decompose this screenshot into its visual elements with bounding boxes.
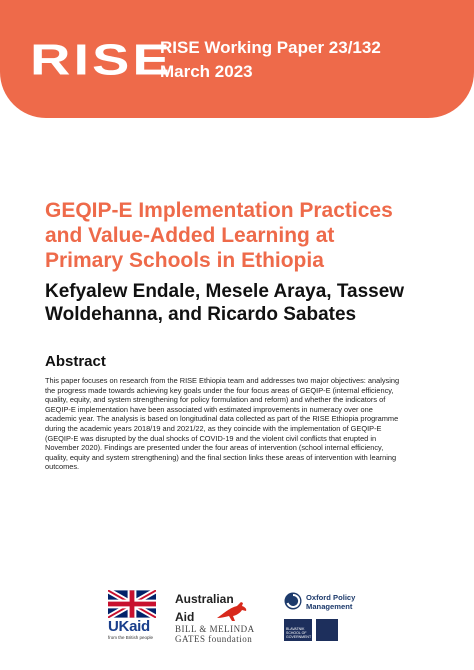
gates-foundation-logo: [175, 624, 265, 644]
abstract-body: [45, 376, 440, 472]
opm-wordmark: [306, 593, 386, 611]
abstract-line: during the academic years 2018/19 and 2021/22, as they coincide with the implementation of GEQIP-E: [45, 423, 382, 433]
kangaroo-icon: [215, 600, 249, 622]
title-line: Primary Schools in Ethiopia: [45, 249, 324, 272]
publication-date: March 2023: [160, 62, 253, 81]
abstract-line: academic year. The analysis is based on longitudinal data collected as part of the RISE Ethiopia programme: [45, 414, 399, 424]
bsg-label: BLAVATNIK SCHOOL OF GOVERNMENT: [286, 627, 312, 639]
abstract-heading: Abstract: [45, 353, 106, 370]
abstract-line: outcomes.: [45, 462, 80, 472]
title-line: and Value-Added Learning at: [45, 224, 335, 247]
series-info: [160, 36, 381, 84]
opm-line2: Management: [306, 602, 353, 611]
gates-line1: BILL & MELINDA: [175, 624, 255, 634]
abstract-line: quality, equity, and system strengthening for policy formulation and reform) and whether the indicators of: [45, 395, 386, 405]
abstract-line: GEQIP-E implementation have been associated with estimated improvements in numeracy over one: [45, 404, 373, 414]
oxford-crest-icon: [316, 619, 338, 641]
abstract-line: the progress made towards achieving key goals under the four focus areas of GEQIP-E (internal efficiency,: [45, 385, 394, 395]
australian-aid-logo: [175, 590, 265, 644]
opm-line1: Oxford Policy: [306, 593, 356, 602]
abstract-line: This paper focuses on research from the RISE Ethiopia team and addresses two major objectives: analysing: [45, 376, 400, 385]
ausaid-line1: Australian: [175, 592, 234, 606]
paper-authors: [45, 280, 465, 326]
ukaid-wordmark: UKaid: [108, 618, 150, 635]
working-paper-number: RISE Working Paper 23/132: [160, 38, 381, 57]
ukaid-tagline: from the British people: [108, 635, 154, 640]
ukaid-logo: [108, 590, 164, 641]
header-banner: [0, 0, 474, 118]
rise-logo: RISE: [30, 34, 173, 85]
ausaid-line2: Aid: [175, 610, 195, 624]
title-line: GEQIP-E Implementation Practices: [45, 199, 393, 222]
author-line: Woldehanna, and Ricardo Sabates: [45, 304, 357, 325]
author-line: Kefyalew Endale, Mesele Araya, Tassew: [45, 281, 405, 302]
paper-title: [45, 198, 455, 273]
blavatnik-school-crest: [284, 619, 312, 641]
abstract-line: quality, equity and system strengthening) and the final section links these areas of intervention with learning: [45, 452, 397, 462]
union-jack-icon: [108, 590, 156, 618]
abstract-line: November 2020). Findings are presented under the four areas of intervention (school internal efficiency,: [45, 443, 384, 453]
abstract-line: (GEQIP-E was disrupted by the dual shocks of COVID-19 and the violent civil conflicts that erupted in: [45, 433, 377, 443]
gates-line2: GATES foundation: [175, 634, 253, 644]
opm-circle-icon: [284, 592, 302, 610]
